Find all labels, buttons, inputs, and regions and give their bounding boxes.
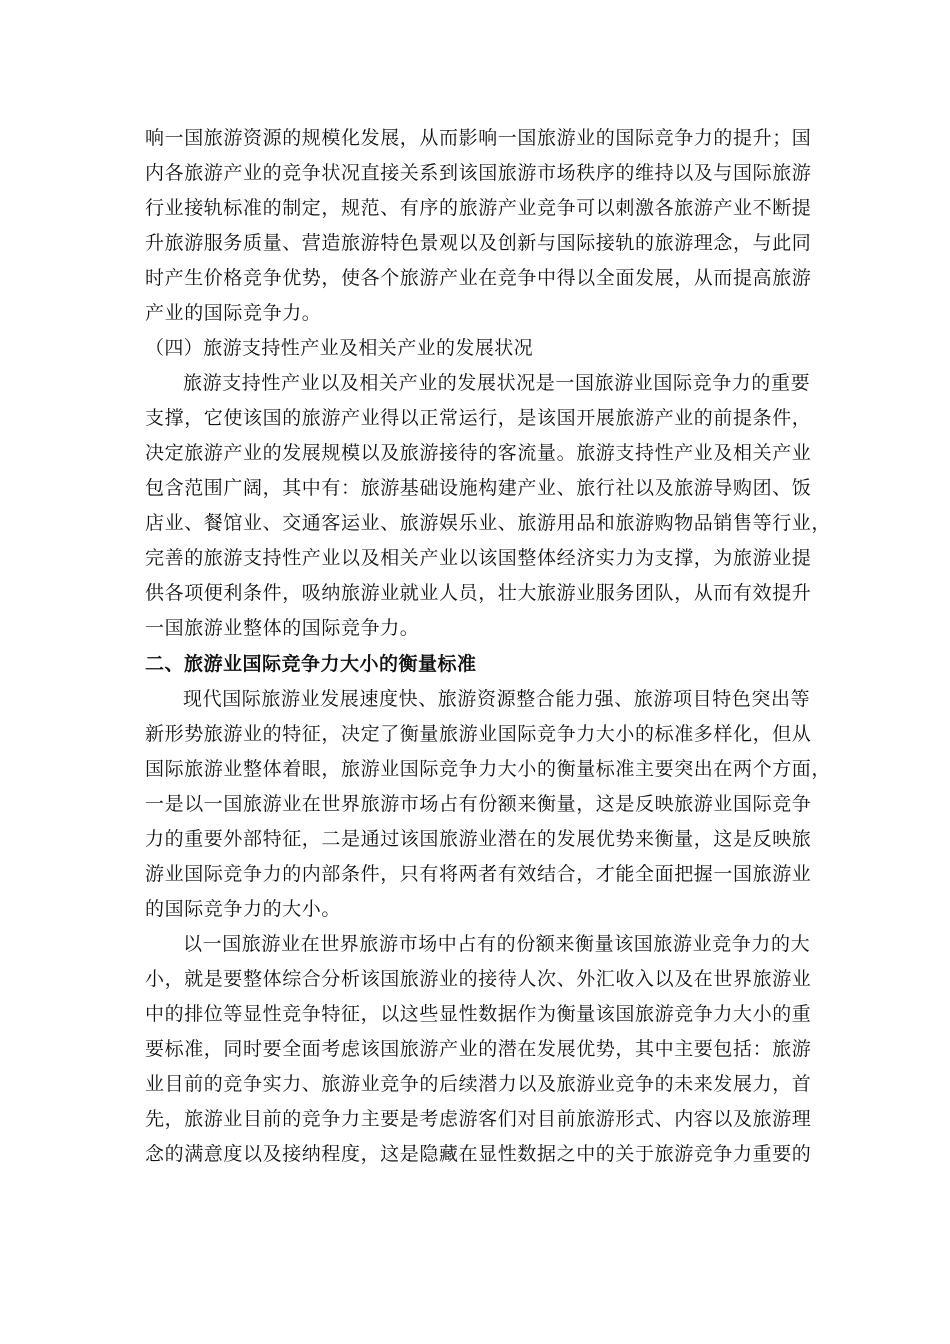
paragraph-standard-line: 一是以一国旅游业在世界旅游市场占有份额来衡量，这是反映旅游业国际竞争 — [145, 793, 812, 815]
paragraph-standard-line: 新形势旅游业的特征，决定了衡量旅游业国际竞争力大小的标准多样化，但从 — [145, 723, 812, 745]
paragraph-intro-line: 行业接轨标准的制定，规范、有序的旅游产业竞争可以刺激各旅游产业不断提 — [145, 197, 812, 219]
paragraph-support-line: 完善的旅游支持性产业以及相关产业以该国整体经济实力为支撑，为旅游业提 — [145, 547, 812, 569]
paragraph-support-line: 一国旅游业整体的国际竞争力。 — [145, 617, 420, 639]
paragraph-intro-line: 产业的国际竞争力。 — [145, 302, 322, 324]
paragraph-standard-line: 国际旅游业整体着眼，旅游业国际竞争力大小的衡量标准主要突出在两个方面， — [145, 758, 832, 780]
paragraph-share-line: 小，就是要整体综合分析该国旅游业的接待人次、外汇收入以及在世界旅游业 — [145, 968, 812, 990]
paragraph-standard-line: 现代国际旅游业发展速度快、旅游资源整合能力强、旅游项目特色突出等 — [183, 688, 811, 710]
paragraph-share-line: 念的满意度以及接纳程度，这是隐藏在显性数据之中的关于旅游竞争力重要的 — [145, 1143, 812, 1165]
paragraph-intro-line: 响一国旅游资源的规模化发展，从而影响一国旅游业的国际竞争力的提升；国 — [145, 127, 812, 149]
paragraph-share-line: 以一国旅游业在世界旅游市场中占有的份额来衡量该国旅游业竞争力的大 — [183, 933, 811, 955]
paragraph-intro-line: 内各旅游产业的竞争状况直接关系到该国旅游市场秩序的维持以及与国际旅游 — [145, 162, 812, 184]
subheading-supporting-industries: （四）旅游支持性产业及相关产业的发展状况 — [145, 337, 534, 359]
paragraph-standard-line: 游业国际竞争力的内部条件，只有将两者有效结合，才能全面把握一国旅游业 — [145, 863, 812, 885]
paragraph-share-line: 要标准，同时要全面考虑该国旅游产业的潜在发展优势，其中主要包括：旅游 — [145, 1038, 812, 1060]
paragraph-support-line: 决定旅游产业的发展规模以及旅游接待的客流量。旅游支持性产业及相关产业 — [145, 442, 812, 464]
paragraph-standard-line: 的国际竞争力的大小。 — [145, 898, 342, 920]
paragraph-intro-line: 时产生价格竞争优势，使各个旅游产业在竞争中得以全面发展，从而提高旅游 — [145, 267, 812, 289]
paragraph-share-line: 先，旅游业目前的竞争力主要是考虑游客们对目前旅游形式、内容以及旅游理 — [145, 1108, 812, 1130]
paragraph-support-line: 旅游支持性产业以及相关产业的发展状况是一国旅游业国际竞争力的重要 — [183, 372, 811, 394]
paragraph-share-line: 业目前的竞争实力、旅游业竞争的后续潜力以及旅游业竞争的未来发展力，首 — [145, 1073, 812, 1095]
paragraph-standard-line: 力的重要外部特征，二是通过该国旅游业潜在的发展优势来衡量，这是反映旅 — [145, 828, 812, 850]
paragraph-support-line: 店业、餐馆业、交通客运业、旅游娱乐业、旅游用品和旅游购物品销售等行业， — [145, 512, 832, 534]
paragraph-support-line: 供各项便利条件，吸纳旅游业就业人员，壮大旅游业服务团队，从而有效提升 — [145, 582, 812, 604]
paragraph-support-line: 包含范围广阔，其中有：旅游基础设施构建产业、旅行社以及旅游导购团、饭 — [145, 477, 812, 499]
paragraph-intro-line: 升旅游服务质量、营造旅游特色景观以及创新与国际接轨的旅游理念，与此同 — [145, 232, 812, 254]
paragraph-support-line: 支撑，它使该国的旅游产业得以正常运行，是该国开展旅游产业的前提条件， — [145, 407, 812, 429]
section-heading-measurement-standard: 二、旅游业国际竞争力大小的衡量标准 — [145, 653, 477, 675]
paragraph-share-line: 中的排位等显性竞争特征，以这些显性数据作为衡量该国旅游竞争力大小的重 — [145, 1003, 812, 1025]
